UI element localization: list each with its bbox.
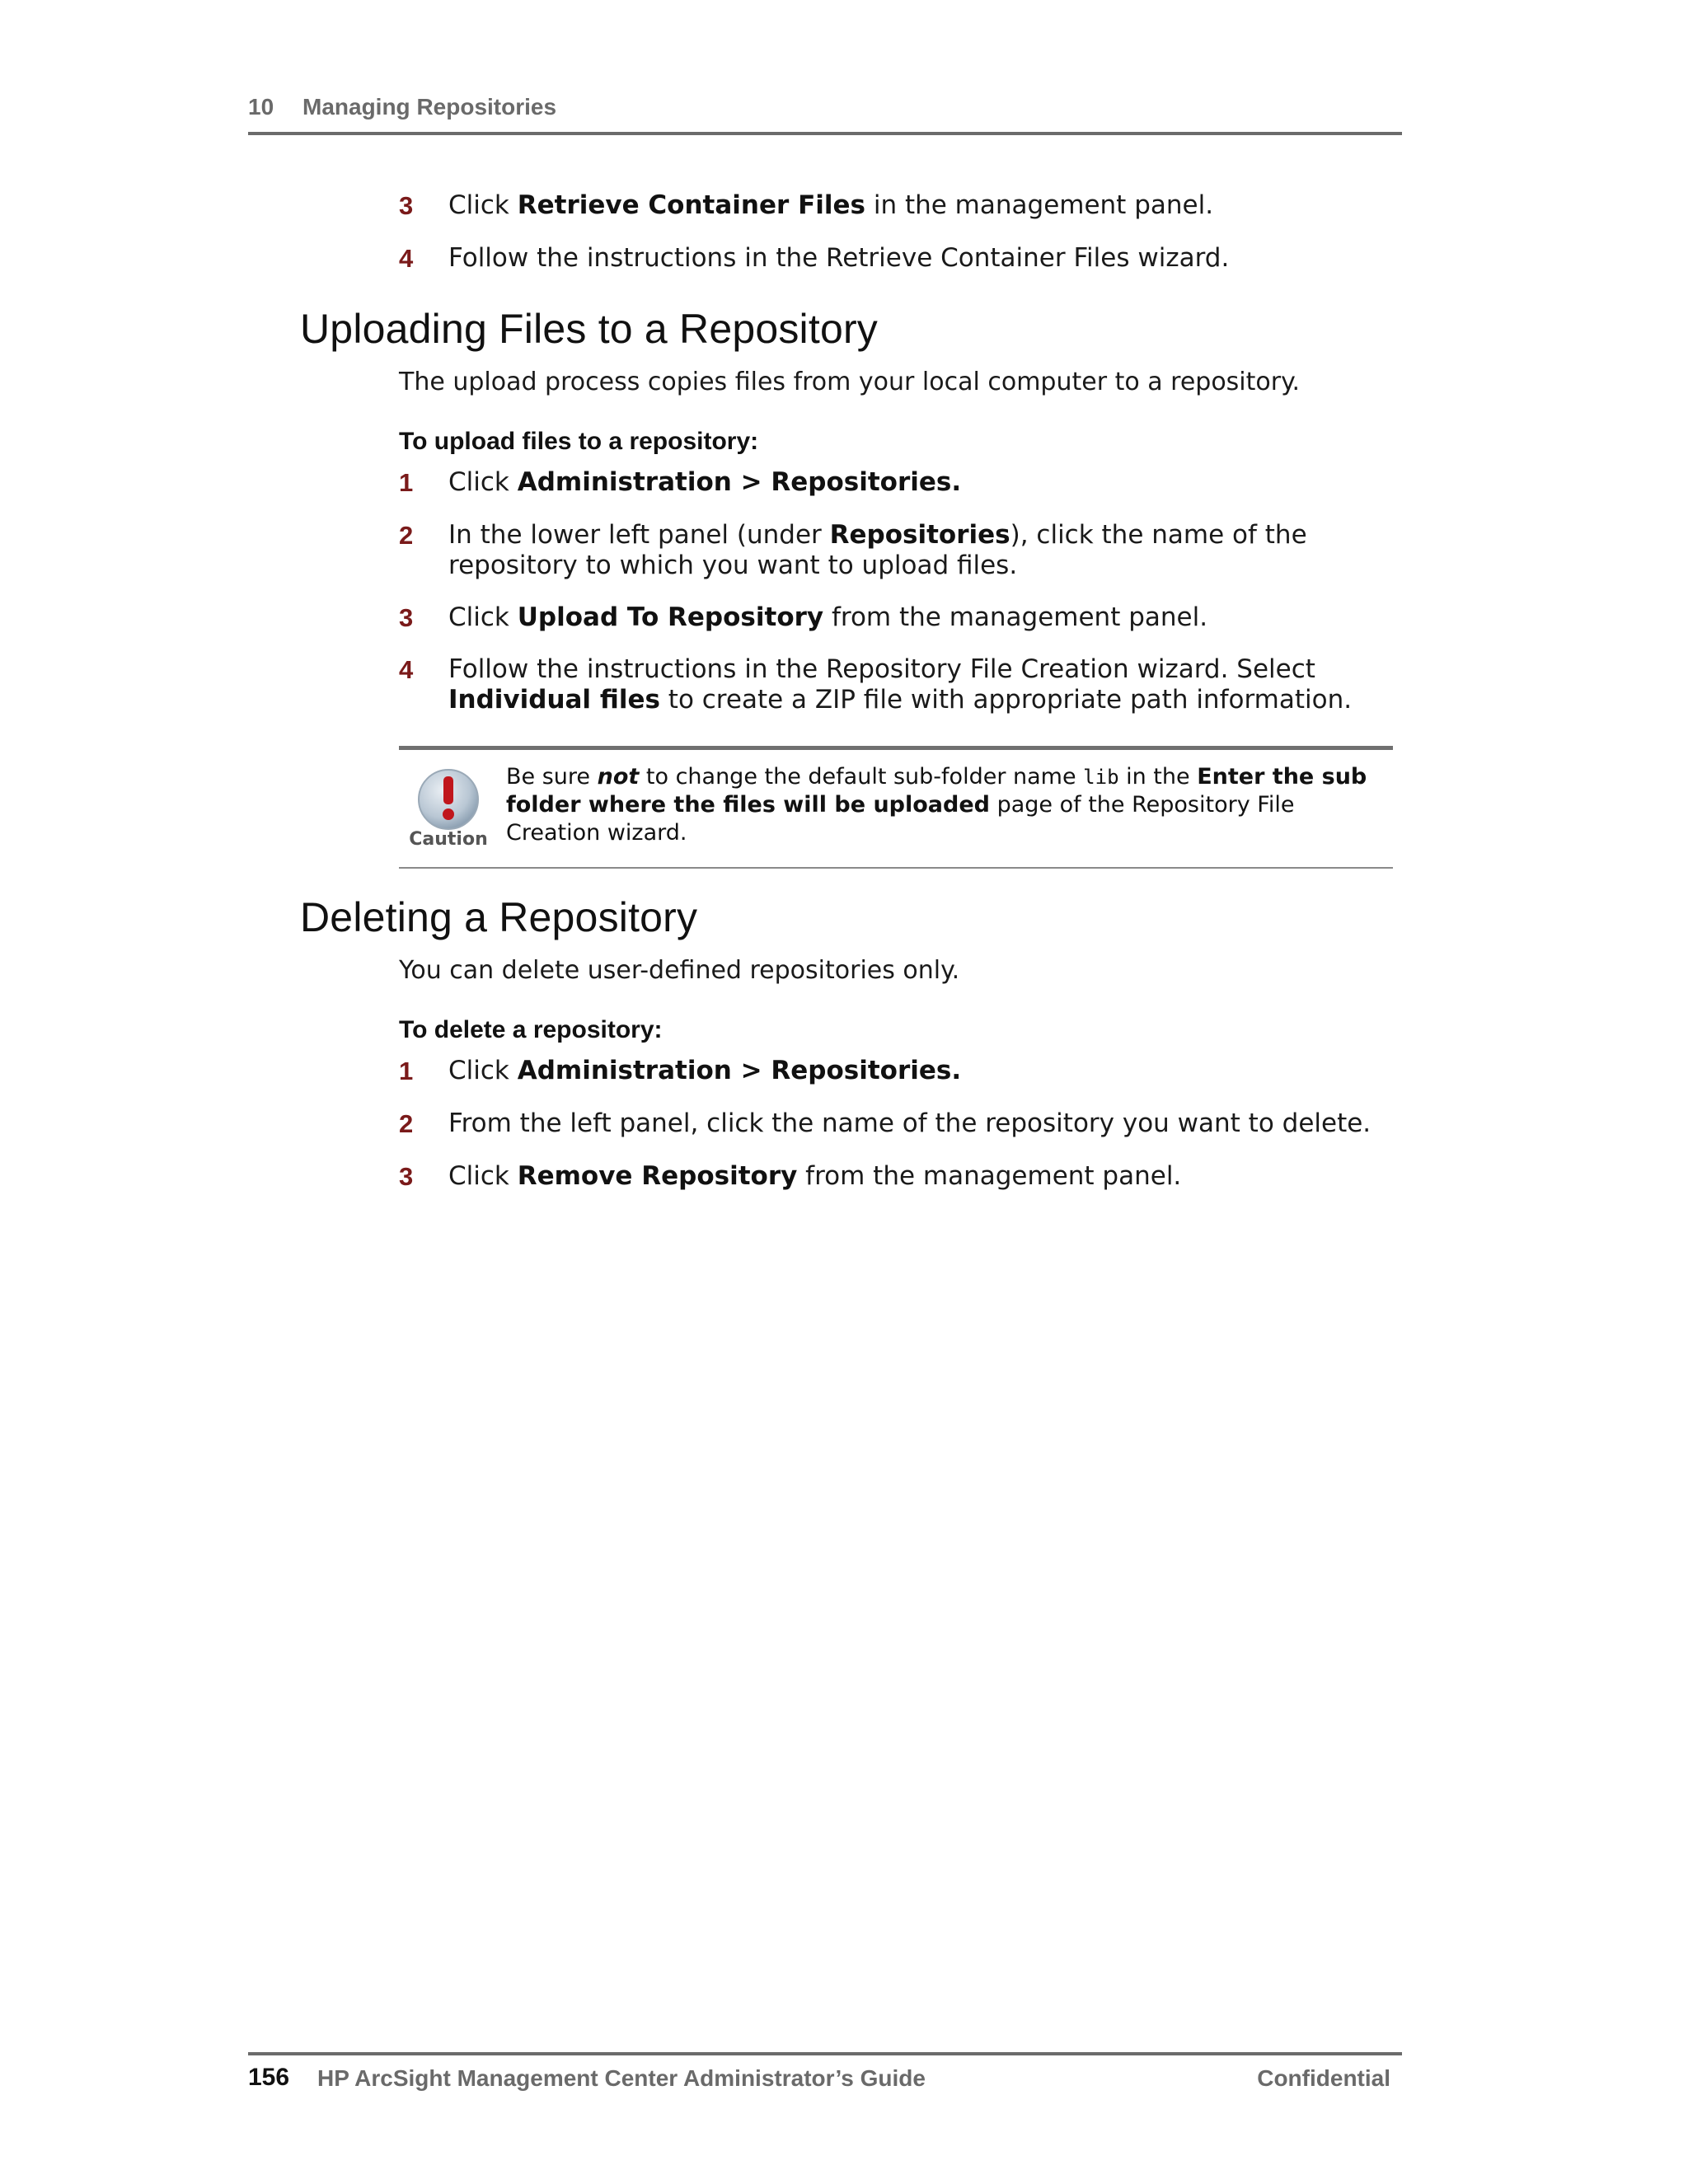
page-header xyxy=(248,92,1402,135)
caution-code: lib xyxy=(1083,766,1119,789)
step-text xyxy=(448,1161,1396,1192)
step-text-pre: Click xyxy=(448,1161,518,1191)
step-text-pre: Click xyxy=(448,467,518,497)
step-number: 2 xyxy=(399,1109,414,1138)
step-text xyxy=(448,602,1396,633)
upload-intro: The upload process copies files from your local computer to a repository. xyxy=(399,368,1301,396)
step-text-post: from the management panel. xyxy=(797,1161,1182,1191)
step-number: 4 xyxy=(399,244,414,273)
step-text-post: to create a ZIP file with appropriate path information. xyxy=(659,685,1353,715)
step-text-bold: Administration > Repositories. xyxy=(517,1056,962,1085)
step-number: 3 xyxy=(399,191,414,220)
section-heading-delete: Deleting a Repository xyxy=(300,894,698,940)
step-text-post: from the management panel. xyxy=(823,602,1208,632)
step-text-bold: Individual files xyxy=(448,685,660,715)
step-text xyxy=(448,190,1396,221)
page-footer xyxy=(248,2052,1402,2097)
step-text-pre: Click xyxy=(448,602,518,632)
step-text-post: in the management panel. xyxy=(865,190,1214,220)
section-heading-upload: Uploading Files to a Repository xyxy=(300,306,878,352)
footer-confidential: Confidential xyxy=(1257,2065,1390,2091)
caution-text xyxy=(506,763,1388,847)
step-text xyxy=(448,520,1396,581)
caution-emphasis: not xyxy=(597,764,640,790)
step-text-bold: Remove Repository xyxy=(517,1161,798,1191)
step-text: Follow the instructions in the Retrieve Container Files wizard. xyxy=(448,243,1230,273)
caution-label: Caution xyxy=(409,829,488,850)
header-chapter-title: Managing Repositories xyxy=(302,94,557,120)
step-text-pre: Click xyxy=(448,190,518,220)
step-text-bold: Retrieve Container Files xyxy=(517,190,865,220)
step-text xyxy=(448,654,1396,715)
upload-procedure-title: To upload files to a repository: xyxy=(399,428,759,455)
delete-procedure-title: To delete a repository: xyxy=(399,1016,663,1043)
footer-page-number: 156 xyxy=(248,2064,290,2091)
delete-intro: You can delete user-defined repositories only. xyxy=(399,956,960,985)
step-text xyxy=(448,467,1396,498)
caution-note xyxy=(399,746,1393,869)
step-text-pre: Follow the instructions in the Repository File Creation wizard. Select xyxy=(448,654,1315,684)
step-number: 3 xyxy=(399,1162,414,1191)
caution-text-7: page of the Repository File Creation wizard. xyxy=(506,792,1295,846)
step-text-pre: In the lower left panel (under xyxy=(448,520,830,550)
step-text-bold: Administration > Repositories. xyxy=(517,467,962,497)
header-chapter-number: 10 xyxy=(248,94,274,120)
step-number: 1 xyxy=(399,468,414,497)
step-text-post: ), click the name of the repository to which you want to upload files. xyxy=(448,520,1307,580)
step-number: 1 xyxy=(399,1057,414,1085)
footer-guide-title: HP ArcSight Management Center Administrator’s Guide xyxy=(317,2065,926,2091)
step-number: 2 xyxy=(399,521,414,550)
step-text-bold: Upload To Repository xyxy=(517,602,824,632)
caution-text-3: to change the default sub-folder name xyxy=(639,764,1084,790)
step-text: From the left panel, click the name of the repository you want to delete. xyxy=(448,1108,1372,1138)
step-number: 4 xyxy=(399,655,414,684)
caution-text-1: Be sure xyxy=(506,764,598,790)
step-number: 3 xyxy=(399,603,414,632)
step-text-bold: Repositories xyxy=(829,520,1010,550)
step-text xyxy=(448,1056,1396,1086)
caution-text-5: in the xyxy=(1118,764,1198,790)
step-text-pre: Click xyxy=(448,1056,518,1085)
caution-bold-page-name: Enter the sub folder where the files will be uploaded xyxy=(506,764,1367,818)
